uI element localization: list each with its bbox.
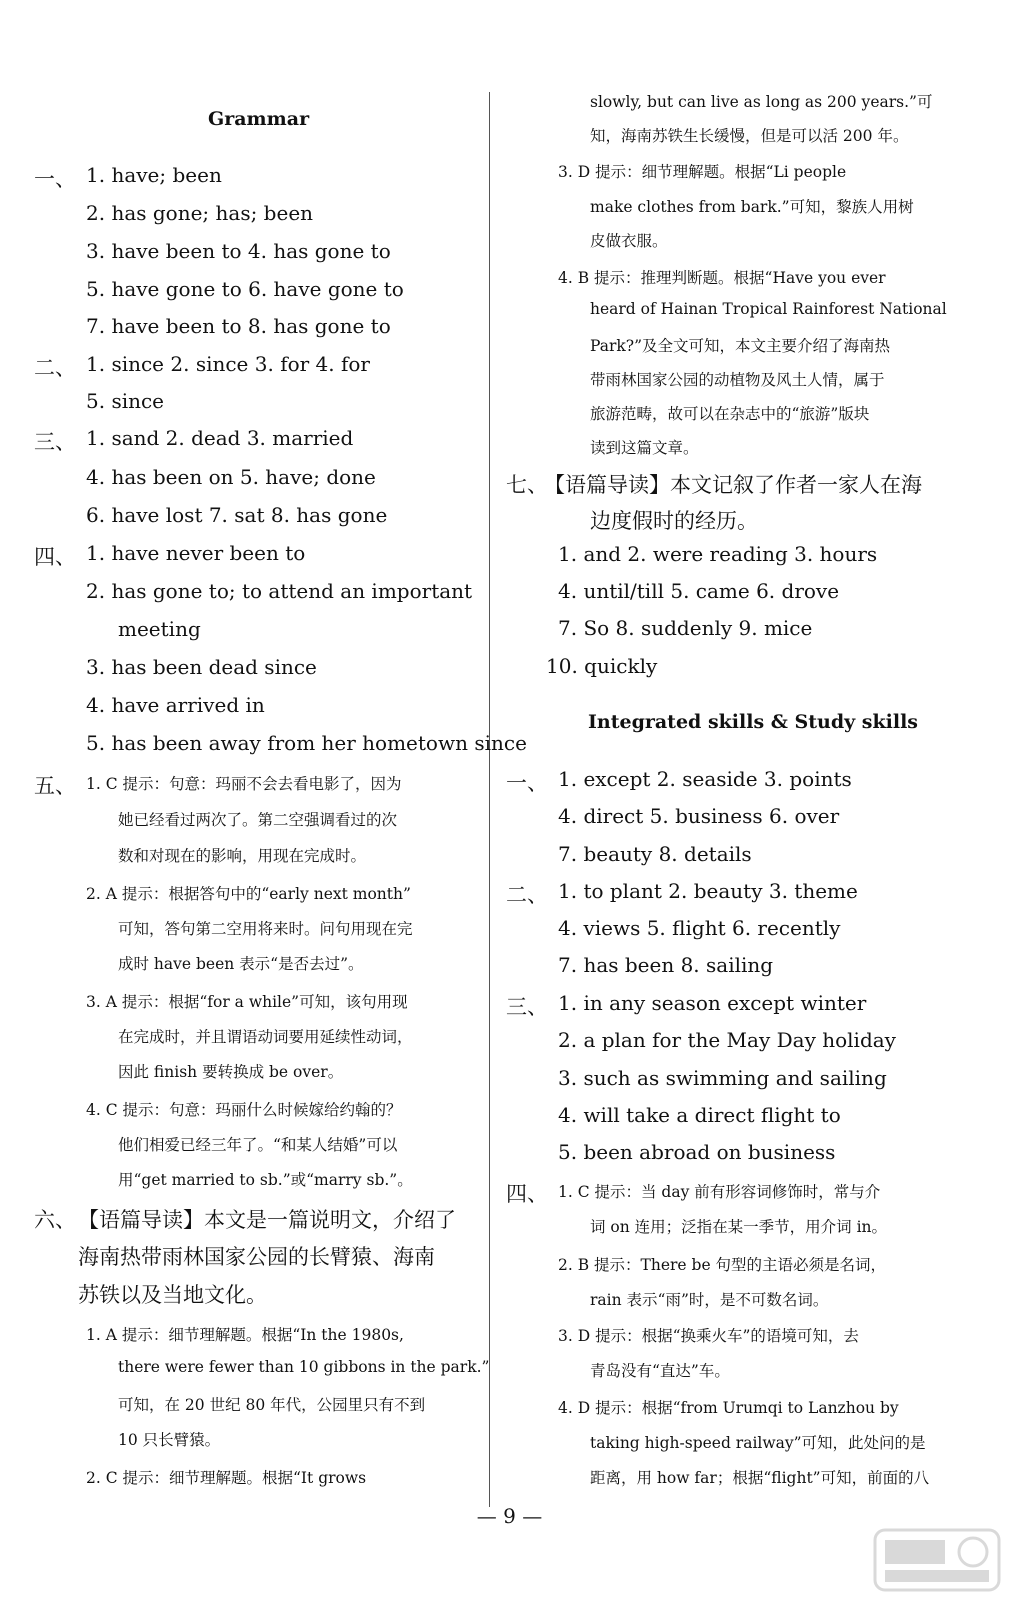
hint-line: 读到这篇文章。 xyxy=(590,439,699,457)
answer-line: meeting xyxy=(118,617,201,641)
hint-line: 1. C 提示：句意：玛丽不会去看电影了，因为 xyxy=(86,775,402,793)
answer-line: 4. direct 5. business 6. over xyxy=(558,804,840,828)
hint-line: 3. A 提示：根据“for a while”可知，该句用现 xyxy=(86,993,408,1011)
answer-line: 1. have never been to xyxy=(86,541,306,565)
answer-line: 5. been abroad on business xyxy=(558,1140,836,1164)
answer-line: 1. and 2. were reading 3. hours xyxy=(558,542,878,566)
hint-line: Park?”及全文可知，本文主要介绍了海南热 xyxy=(590,337,891,355)
watermark-logo xyxy=(873,1528,1001,1592)
hint-line: taking high-speed railway”可知，此处问的是 xyxy=(590,1434,926,1452)
hint-line: 她已经看过两次了。第二空强调看过的次 xyxy=(118,811,398,829)
hint-line: 可知，答句第二空用将来时。问句用现在完 xyxy=(118,920,413,938)
hint-line: 2. B 提示：There be 句型的主语必须是名词， xyxy=(558,1256,887,1274)
hint-line: 4. B 提示：推理判断题。根据“Have you ever xyxy=(558,269,886,287)
answer-line: 7. So 8. suddenly 9. mice xyxy=(558,616,813,640)
answer-line: 7. has been 8. sailing xyxy=(558,953,774,977)
answer-line: 1. to plant 2. beauty 3. theme xyxy=(558,879,858,903)
column-divider xyxy=(489,92,490,1507)
hint-line: 1. A 提示：细节理解题。根据“In the 1980s, xyxy=(86,1326,404,1344)
section-mark: 三、 xyxy=(34,430,76,454)
hint-line: 皮做衣服。 xyxy=(590,232,668,250)
answer-line: 10. quickly xyxy=(546,654,658,678)
section-mark: 七、 xyxy=(506,473,548,497)
hint-line: there were fewer than 10 gibbons in the park.” xyxy=(118,1358,490,1376)
hint-line: 10 只长臂猿。 xyxy=(118,1431,221,1449)
reading-guide-line: 海南热带雨林国家公园的长臂猿、海南 xyxy=(78,1245,435,1269)
page-number: — 9 — xyxy=(476,1504,543,1528)
answer-line: 4. views 5. flight 6. recently xyxy=(558,916,841,940)
hint-line: 他们相爱已经三年了。“和某人结婚”可以 xyxy=(118,1136,398,1154)
skills-title: Integrated skills & Study skills xyxy=(588,711,918,733)
hint-line: 2. A 提示：根据答句中的“early next month” xyxy=(86,885,411,903)
answer-line: 1. since 2. since 3. for 4. for xyxy=(86,352,370,376)
hint-line: make clothes from bark.”可知，黎族人用树 xyxy=(590,198,914,216)
answer-line: 7. have been to 8. has gone to xyxy=(86,314,391,338)
hint-line: 1. C 提示：当 day 前有形容词修饰时，常与介 xyxy=(558,1183,881,1201)
answer-line: 2. a plan for the May Day holiday xyxy=(558,1028,896,1052)
answer-line: 1. sand 2. dead 3. married xyxy=(86,426,354,450)
answer-line: 7. beauty 8. details xyxy=(558,842,752,866)
hint-line: 4. C 提示：句意：玛丽什么时候嫁给约翰的？ xyxy=(86,1101,402,1119)
answer-line: 1. except 2. seaside 3. points xyxy=(558,767,852,791)
hint-line: 可知，在 20 世纪 80 年代，公园里只有不到 xyxy=(118,1396,426,1414)
hint-line: 带雨林国家公园的动植物及风土人情，属于 xyxy=(590,371,885,389)
section-mark: 一、 xyxy=(506,771,548,795)
reading-guide-line: 苏铁以及当地文化。 xyxy=(78,1283,267,1307)
hint-line: 因此 finish 要转换成 be over。 xyxy=(118,1063,344,1081)
answer-line: 3. have been to 4. has gone to xyxy=(86,239,391,263)
hint-line: 词 on 连用；泛指在某一季节，用介词 in。 xyxy=(590,1218,888,1236)
hint-line: 距离，用 how far；根据“flight”可知，前面的八 xyxy=(590,1469,930,1487)
section-mark: 三、 xyxy=(506,995,548,1019)
answer-line: 5. since xyxy=(86,389,165,413)
hint-line: 2. C 提示：细节理解题。根据“It grows xyxy=(86,1469,367,1487)
answer-line: 2. has gone; has; been xyxy=(86,201,314,225)
hint-line: 3. D 提示：根据“换乘火车”的语境可知，去 xyxy=(558,1327,859,1345)
answer-line: 1. in any season except winter xyxy=(558,991,867,1015)
answer-line: 3. such as swimming and sailing xyxy=(558,1066,887,1090)
hint-line: slowly, but can live as long as 200 years.”可 xyxy=(590,93,933,111)
section-mark: 五、 xyxy=(34,774,76,798)
answer-line: 4. will take a direct flight to xyxy=(558,1103,841,1127)
answer-line: 4. has been on 5. have; done xyxy=(86,465,376,489)
answer-line: 3. has been dead since xyxy=(86,655,317,679)
answer-line: 4. have arrived in xyxy=(86,693,265,717)
hint-line: heard of Hainan Tropical Rainforest National xyxy=(590,300,947,318)
answer-line: 5. has been away from her hometown since xyxy=(86,731,527,755)
hint-line: 3. D 提示：细节理解题。根据“Li people xyxy=(558,163,847,181)
hint-line: 4. D 提示：根据“from Urumqi to Lanzhou by xyxy=(558,1399,899,1417)
answer-line: 1. have; been xyxy=(86,163,222,187)
section-mark: 四、 xyxy=(34,545,76,569)
hint-line: 成时 have been 表示“是否去过”。 xyxy=(118,955,364,973)
answer-line: 6. have lost 7. sat 8. has gone xyxy=(86,503,388,527)
hint-line: 用“get married to sb.”或“marry sb.”。 xyxy=(118,1171,413,1189)
answer-line: 2. has gone to; to attend an important xyxy=(86,579,473,603)
hint-line: rain 表示“雨”时，是不可数名词。 xyxy=(590,1291,829,1309)
section-mark: 四、 xyxy=(506,1182,548,1206)
hint-line: 在完成时，并且谓语动词要用延续性动词， xyxy=(118,1028,413,1046)
reading-guide-line: 【语篇导读】本文记叙了作者一家人在海 xyxy=(544,473,922,497)
section-mark: 二、 xyxy=(34,356,76,380)
section-mark: 一、 xyxy=(34,167,76,191)
reading-guide-line: 边度假时的经历。 xyxy=(590,509,758,533)
answer-line: 4. until/till 5. came 6. drove xyxy=(558,579,840,603)
section-mark: 二、 xyxy=(506,883,548,907)
hint-line: 知，海南苏铁生长缓慢，但是可以活 200 年。 xyxy=(590,127,909,145)
reading-guide-line: 【语篇导读】本文是一篇说明文，介绍了 xyxy=(78,1208,456,1232)
grammar-title: Grammar xyxy=(208,108,310,130)
hint-line: 青岛没有“直达”车。 xyxy=(590,1362,730,1380)
hint-line: 旅游范畴，故可以在杂志中的“旅游”版块 xyxy=(590,405,870,423)
answer-line: 5. have gone to 6. have gone to xyxy=(86,277,404,301)
hint-line: 数和对现在的影响，用现在完成时。 xyxy=(118,847,367,865)
section-mark: 六、 xyxy=(34,1208,76,1232)
